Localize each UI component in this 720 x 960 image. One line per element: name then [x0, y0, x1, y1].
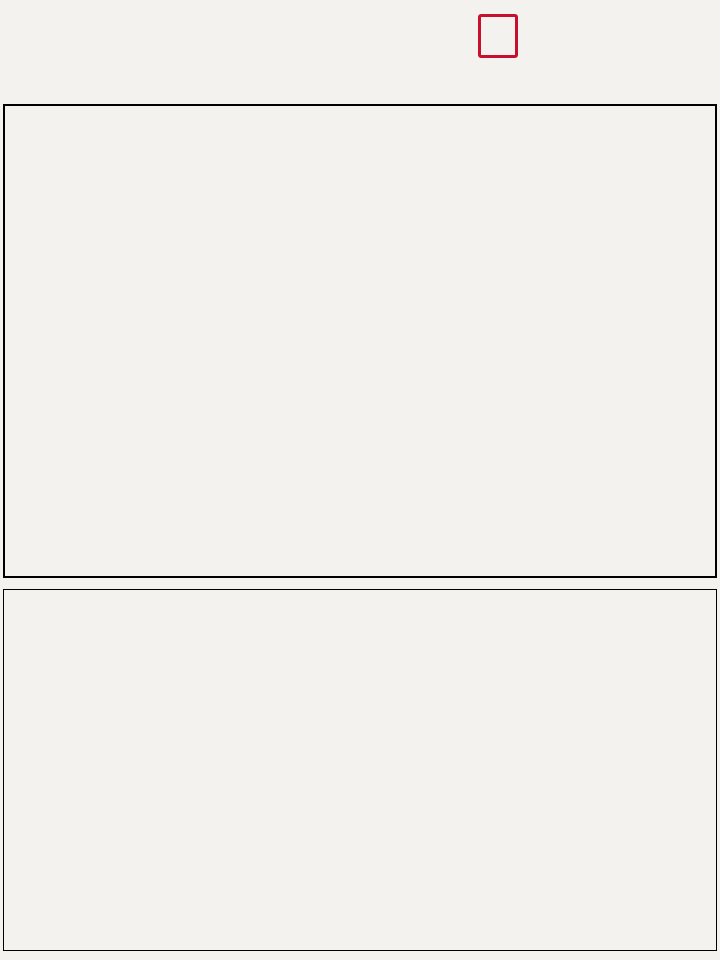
seal-stamp — [478, 14, 518, 58]
annual-years-grid — [3, 589, 717, 951]
chart-header — [10, 10, 14, 27]
pillars-grid — [3, 104, 717, 578]
brand-logo — [478, 8, 710, 68]
gender-line — [10, 10, 14, 27]
